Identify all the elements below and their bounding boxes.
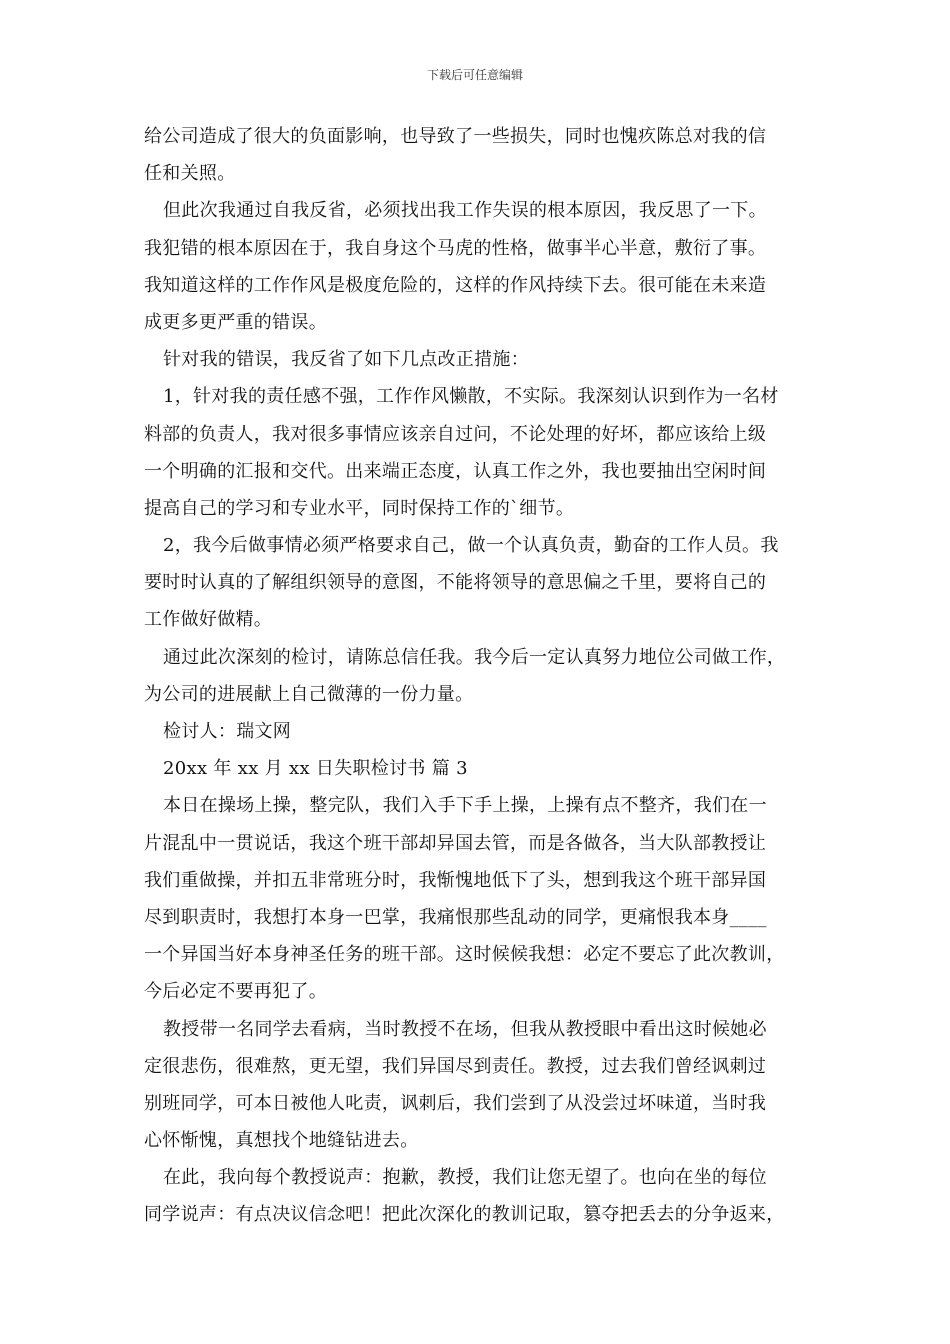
- text-line: 我们重做操，并扣五非常班分时，我惭愧地低下了头，想到我这个班干部异国: [144, 869, 767, 891]
- text-line: 教授带一名同学去看病，当时教授不在场，但我从教授眼中看出这时候她必: [163, 1018, 767, 1040]
- text-line: 成更多更严重的错误。: [144, 311, 327, 333]
- text-line: 别班同学，可本日被他人叱责，讽刺后，我们尝到了从没尝过坏味道，当时我: [144, 1092, 767, 1114]
- text-line: 心怀惭愧，真想找个地缝钻进去。: [144, 1130, 419, 1152]
- text-line: 料部的负责人，我对很多事情应该亲自过问，不论处理的好坏，都应该给上级: [144, 423, 767, 445]
- text-line: 片混乱中一贯说话，我这个班干部却异国去管，而是各做各，当大队部教授让: [144, 832, 767, 854]
- text-line: 尽到职责时，我想打本身一巴掌，我痛恨那些乱动的同学，更痛恨我本身____: [144, 906, 767, 928]
- text-line: 同学说声：有点决议信念吧！把此次深化的教训记取，篡夺把丢去的分争返来，: [144, 1204, 785, 1226]
- document-body: [144, 118, 824, 1234]
- text-line: 1，针对我的责任感不强，工作作风懒散，不实际。我深刻认识到作为一名材: [163, 386, 779, 408]
- text-line: 检讨人：瑞文网: [163, 721, 292, 742]
- text-line: 但此次我通过自我反省，必须找出我工作失误的根本原因，我反思了一下。: [163, 200, 767, 222]
- section-heading: 20xx 年 xx 月 xx 日失职检讨书 篇 3: [163, 758, 468, 780]
- text-line: 2，我今后做事情必须严格要求自己，做一个认真负责，勤奋的工作人员。我: [163, 535, 779, 557]
- text-line: 我犯错的根本原因在于，我自身这个马虎的性格，做事半心半意，敷衍了事。: [144, 237, 767, 259]
- text-line: 通过此次深刻的检讨，请陈总信任我。我今后一定认真努力地位公司做工作，: [163, 646, 786, 668]
- text-line: 一个异国当好本身神圣任务的班干部。这时候候我想：必定不要忘了此次教训，: [144, 944, 785, 966]
- text-line: 本日在操场上操，整完队，我们入手下手上操，上操有点不整齐，我们在一: [163, 795, 767, 817]
- text-line: 要时时认真的了解组织领导的意图，不能将领导的意思偏之千里，要将自己的: [144, 572, 767, 594]
- text-line: 今后必定不要再犯了。: [144, 981, 327, 1003]
- text-line: 提高自己的学习和专业水平，同时保持工作的`细节。: [144, 497, 575, 519]
- text-line: 在此，我向每个教授说声：抱歉，教授，我们让您无望了。也向在坐的每位: [163, 1167, 767, 1189]
- page-header: 下载后可任意编辑: [426, 68, 523, 82]
- text-line: 给公司造成了很大的负面影响，也导致了一些损失，同时也愧疚陈总对我的信: [144, 126, 767, 147]
- text-line: 针对我的错误，我反省了如下几点改正措施：: [163, 349, 529, 371]
- text-line: 我知道这样的工作作风是极度危险的，这样的作风持续下去。很可能在未来造: [144, 274, 767, 296]
- text-line: 为公司的进展献上自己微薄的一份力量。: [144, 683, 474, 705]
- text-line: 一个明确的汇报和交代。出来端正态度，认真工作之外，我也要抽出空闲时间: [144, 460, 767, 482]
- text-line: 定很悲伤，很难熬，更无望，我们异国尽到责任。教授，过去我们曾经讽刺过: [144, 1055, 767, 1077]
- text-line: 工作做好做精。: [144, 609, 273, 631]
- text-line: 任和关照。: [144, 163, 236, 185]
